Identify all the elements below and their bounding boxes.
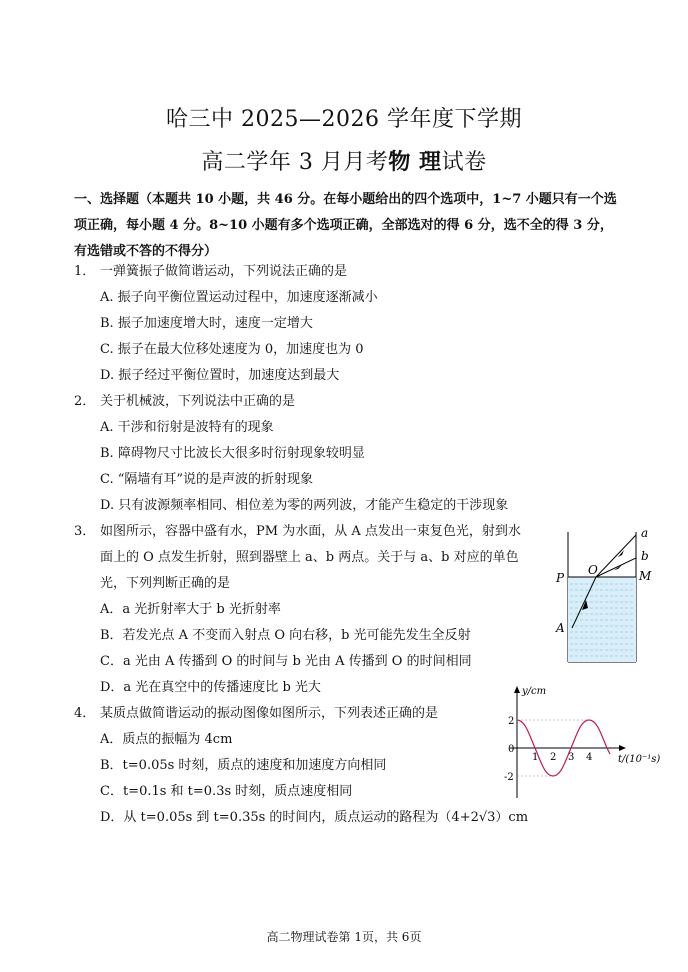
title-suffix: 试卷: [441, 150, 487, 175]
title-subject: 物 理: [388, 150, 442, 175]
q1-option-a: A. 振子向平衡位置运动过程中，加速度逐渐减小: [100, 290, 378, 305]
q2-option-a: A. 干涉和衍射是波特有的现象: [100, 420, 274, 435]
q1-stem: 一弹簧振子做简谐运动，下列说法正确的是: [100, 264, 348, 279]
y-axis-label: y/cm: [522, 686, 547, 697]
q2-stem: 关于机械波，下列说法中正确的是: [100, 394, 296, 409]
q3-option-d: D．a 光在真空中的传播速度比 b 光大: [100, 680, 321, 695]
label-O: O: [588, 563, 598, 577]
q4-stem: 某质点做简谐运动的振动图像如图所示，下列表述正确的是: [100, 706, 439, 721]
q1-option-d: D. 振子经过平衡位置时，加速度达到最大: [100, 368, 340, 383]
q3-stem-line1: 如图所示，容器中盛有水，PM 为水面，从 A 点发出一束复色光，射到水: [100, 524, 521, 539]
q4-option-d: D．从 t=0.05s 到 t=0.35s 的时间内，质点运动的路程为（4+2√3）cm: [100, 810, 529, 825]
label-b: b: [641, 549, 649, 563]
section-heading: 一、选择题（本题共 10 小题，共 46 分。在每小题给出的四个选项中，1~7 小题只有一个选项正确，每小题 4 分。8~10 小题有多个选项正确，全部选对的得 6 分，选不全的得 3 分，有选错或不答的不得分）: [74, 192, 617, 259]
q4-oscillation-graph: [500, 682, 660, 804]
q4-option-b: B．t=0.05s 时刻，质点的速度和加速度方向相同: [100, 758, 387, 773]
title-prefix: 高二学年 3 月月考: [201, 150, 389, 175]
label-P: P: [556, 571, 565, 585]
label-a: a: [641, 526, 649, 540]
x-tick-1: 1: [532, 752, 539, 763]
q3-option-b: B．若发光点 A 不变而入射点 O 向右移，b 光可能先发生全反射: [100, 628, 471, 643]
y-tick-2: 2: [508, 716, 515, 727]
q2-option-d: D. 只有波源频率相同、相位差为零的两列波，才能产生稳定的干涉现象: [100, 498, 509, 513]
q4-option-c: C．t=0.1s 和 t=0.3s 时刻，质点速度相同: [100, 784, 353, 799]
page-footer: 高二物理试卷第 1页，共 6页: [266, 930, 422, 944]
ray-a: [596, 535, 636, 577]
q4-option-a: A．质点的振幅为 4cm: [100, 732, 233, 747]
q1-option-b: B. 振子加速度增大时，速度一定增大: [100, 316, 313, 331]
q3-option-c: C．a 光由 A 传播到 O 的时间与 b 光由 A 传播到 O 的时间相同: [100, 654, 472, 669]
x-tick-3: 3: [568, 752, 575, 763]
exam-title-line1: 哈三中 2025—2026 学年度下学期: [166, 107, 522, 132]
q2-option-c: C. “隔墙有耳”说的是声波的折射现象: [100, 472, 314, 487]
ray-b: [596, 558, 636, 577]
x-axis-label: t/(10⁻¹s): [618, 754, 660, 765]
q3-stem-line2: 面上的 O 点发生折射，照到器壁上 a、b 两点。关于与 a、b 对应的单色: [100, 550, 519, 565]
x-tick-4: 4: [586, 752, 593, 763]
q3-number: 3．: [74, 524, 96, 539]
q2-option-b: B. 障碍物尺寸比波长大很多时衍射现象较明显: [100, 446, 365, 461]
q1-number: 1．: [74, 264, 96, 279]
x-axis-arrow: [619, 745, 626, 751]
q2-number: 2．: [74, 394, 96, 409]
q4-number: 4．: [74, 706, 96, 721]
y-axis-arrow: [514, 686, 520, 693]
label-M: M: [639, 569, 652, 583]
q3-stem-line3: 光，下列判断正确的是: [100, 576, 231, 591]
x-tick-2: 2: [550, 752, 557, 763]
q3-option-a: A．a 光折射率大于 b 光折射率: [100, 602, 281, 617]
y-tick-neg2: -2: [504, 772, 514, 783]
y-tick-0: 0: [508, 744, 515, 755]
label-A: A: [556, 621, 565, 635]
exam-title-line2: [0, 145, 688, 176]
q3-refraction-figure: [548, 524, 660, 664]
q1-option-c: C. 振子在最大位移处速度为 0，加速度也为 0: [100, 342, 364, 357]
